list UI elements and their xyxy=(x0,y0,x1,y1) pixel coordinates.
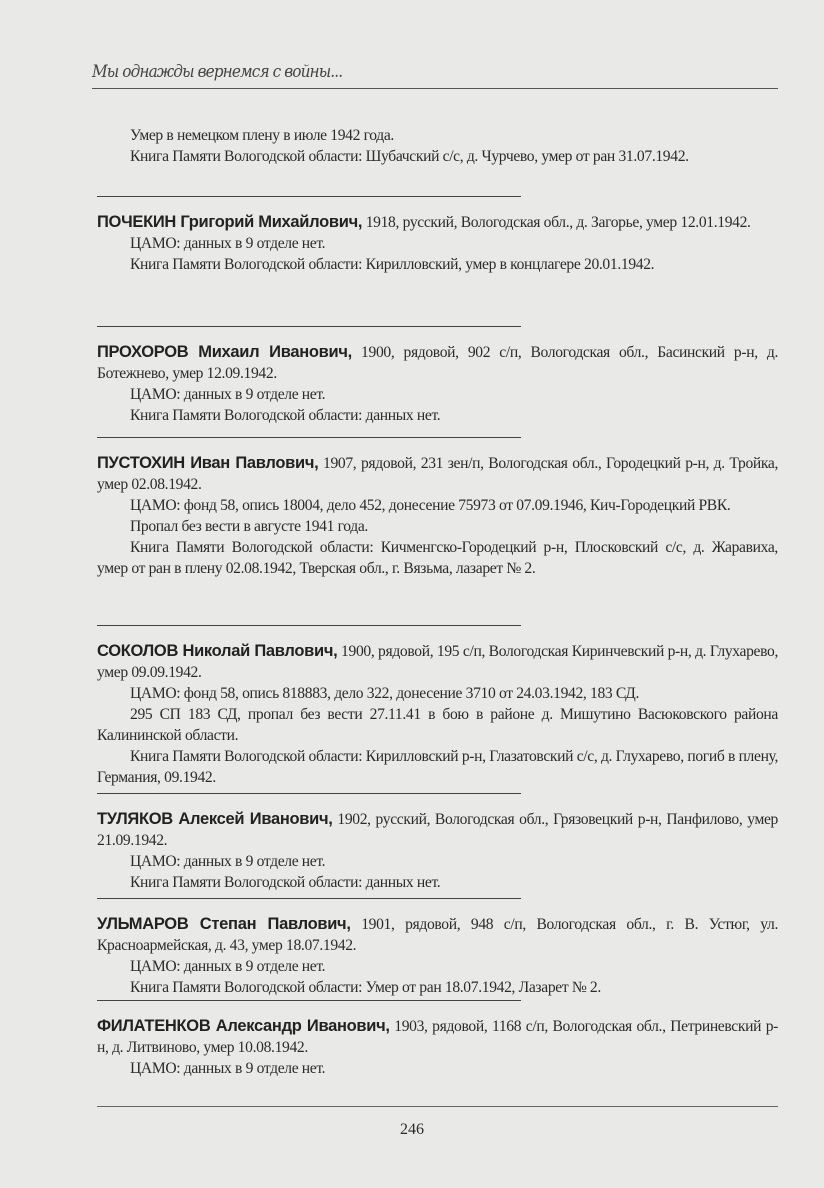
entry-note: ЦАМО: фонд 58, опись 818883, дело 322, донесение 3710 от 24.03.1942, 183 СД. xyxy=(130,685,640,702)
entry-separator xyxy=(97,196,521,197)
running-head: Мы однажды вернемся с войны... xyxy=(92,62,343,82)
entry-separator xyxy=(97,898,521,899)
person-details: 1901, рядовой, 948 с/п, Вологодская обл., г. В. Устюг, ул. Красноармейская, д. 43, умер 18.07.1942. xyxy=(97,916,778,954)
entry-note: Книга Памяти Вологодской области: Умер от ран 18.07.1942, Лазарет № 2. xyxy=(130,979,601,996)
entry-note: ЦАМО: данных в 9 отделе нет. xyxy=(130,235,326,252)
entry-note: ЦАМО: данных в 9 отделе нет. xyxy=(130,958,326,975)
entry-heading xyxy=(97,1016,778,1058)
entry xyxy=(97,342,778,426)
entry-separator xyxy=(97,793,521,794)
person-details: 1900, рядовой, 195 с/п, Вологодская Киринчевский р-н, д. Глухарево, умер 09.09.1942. xyxy=(97,643,778,681)
person-details: 1907, рядовой, 231 зен/п, Вологодская обл., Городецкий р-н, д. Тройка, умер 02.08.1942. xyxy=(97,455,778,493)
entry xyxy=(97,641,778,788)
person-name: УЛЬМАРОВ Степан Павлович, xyxy=(97,915,351,933)
paragraph: Умер в немецком плену в июле 1942 года. xyxy=(130,127,394,144)
entry xyxy=(97,1016,778,1079)
entry-note: Книга Памяти Вологодской области: Кичменгско-Городецкий р-н, Плосковский с/с, д. Жаравиха, умер от ран в плену 02.08.1942, Тверская обл., г. Вязьма, лазарет № 2. xyxy=(97,539,778,577)
entry-heading xyxy=(97,453,778,495)
entry-heading xyxy=(97,212,778,233)
person-details: 1918, русский, Вологодская обл., д. Загорье, умер 12.01.1942. xyxy=(362,214,751,231)
entry xyxy=(97,809,778,893)
paragraph: Книга Памяти Вологодской области: Шубачский с/с, д. Чурчево, умер от ран 31.07.1942. xyxy=(130,148,689,165)
person-details: 1902, русский, Вологодская обл., Грязовецкий р-н, Панфилово, умер 21.09.1942. xyxy=(97,811,779,849)
entry xyxy=(97,914,778,998)
entry-heading xyxy=(97,342,778,384)
entry-note: Книга Памяти Вологодской области: Кирилловский, умер в концлагере 20.01.1942. xyxy=(130,256,655,273)
footer-rule xyxy=(97,1106,778,1107)
person-details: 1903, рядовой, 1168 с/п, Вологодская обл., Петриневский р-н, д. Литвиново, умер 10.08.1942. xyxy=(97,1018,778,1056)
entry-separator xyxy=(97,326,521,327)
entry-note: Книга Памяти Вологодской области: Кирилловский р-н, Глазатовский с/с, д. Глухарево, погиб в плену, Германия, 09.1942. xyxy=(97,748,778,786)
entry-heading xyxy=(97,641,778,683)
continuation-block xyxy=(97,125,778,167)
entry-heading xyxy=(97,914,778,956)
person-name: ПУСТОХИН Иван Павлович, xyxy=(97,454,319,472)
person-name: ПРОХОРОВ Михаил Иванович, xyxy=(97,343,352,361)
entry-separator xyxy=(97,1000,521,1001)
entry xyxy=(97,453,778,579)
person-name: СОКОЛОВ Николай Павлович, xyxy=(97,642,338,660)
person-details: 1900, рядовой, 902 с/п, Вологодская обл., Басинский р-н, д. Ботежнево, умер 12.09.1942. xyxy=(97,344,778,382)
entry-separator xyxy=(97,625,521,626)
person-name: ТУЛЯКОВ Алексей Иванович, xyxy=(97,810,333,828)
entry-note: 295 СП 183 СД, пропал без вести 27.11.41 в бою в районе д. Мишутино Васюковского района Калининской области. xyxy=(97,706,778,744)
entry-note: Пропал без вести в августе 1941 года. xyxy=(130,518,368,535)
entry-heading xyxy=(97,809,778,851)
entry-note: ЦАМО: фонд 58, опись 18004, дело 452, донесение 75973 от 07.09.1946, Кич-Городецкий РВК. xyxy=(130,497,731,514)
entry xyxy=(97,212,778,275)
person-name: ПОЧЕКИН Григорий Михайлович, xyxy=(97,213,363,231)
entry-note: Книга Памяти Вологодской области: данных нет. xyxy=(130,874,441,891)
entry-note: ЦАМО: данных в 9 отделе нет. xyxy=(130,853,326,870)
person-name: ФИЛАТЕНКОВ Александр Иванович, xyxy=(97,1017,390,1035)
page-number: 246 xyxy=(400,1121,424,1138)
entry-note: ЦАМО: данных в 9 отделе нет. xyxy=(130,386,326,403)
entry-note: Книга Памяти Вологодской области: данных нет. xyxy=(130,407,441,424)
entry-separator xyxy=(97,437,521,438)
entry-note: ЦАМО: данных в 9 отделе нет. xyxy=(130,1060,326,1077)
header-rule xyxy=(92,88,778,89)
